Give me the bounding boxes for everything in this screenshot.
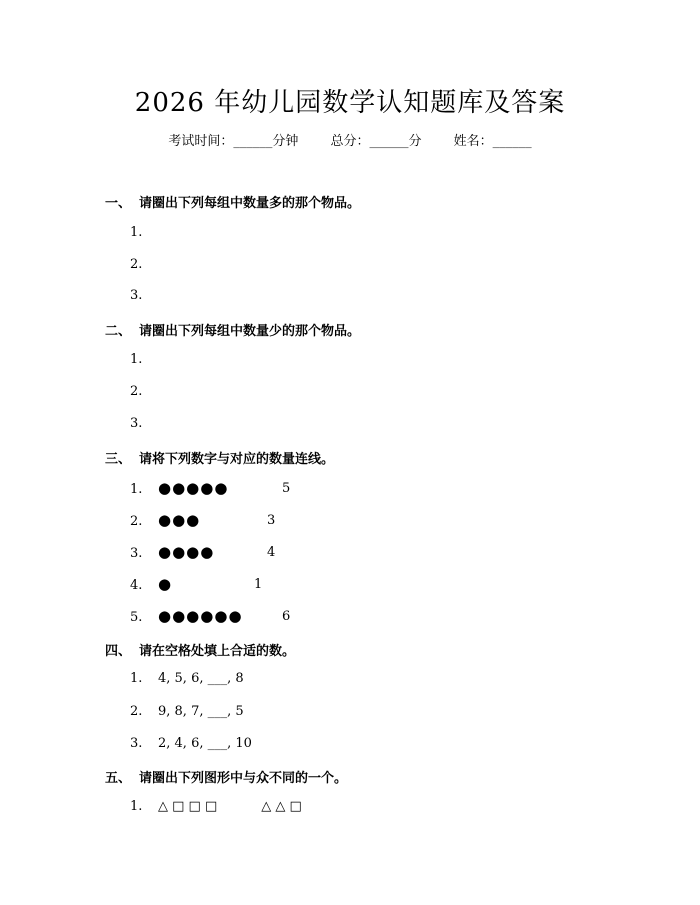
section-instruction: 请将下列数字与对应的数量连线。	[139, 452, 335, 467]
match-item: 4. ●	[130, 575, 173, 593]
question-item: 2.	[130, 384, 143, 399]
question-item: 1.	[130, 225, 143, 240]
match-item: 2. ●●●	[130, 511, 201, 529]
exam-time: 考试时间：______分钟	[168, 134, 299, 149]
dot-group: ●●●	[158, 511, 201, 529]
question-item: 2.	[130, 257, 143, 272]
section-number: 二、	[105, 324, 132, 339]
section-instruction: 请圈出下列每组中数量多的那个物品。	[139, 196, 361, 211]
question-item: 1.	[130, 352, 143, 367]
section-1-heading	[105, 192, 360, 211]
section-instruction: 请圈出下列图形中与众不同的一个。	[139, 771, 348, 786]
match-item: 3. ●●●●	[130, 543, 215, 561]
section-5-heading	[105, 767, 347, 786]
section-instruction: 请圈出下列每组中数量少的那个物品。	[139, 324, 361, 339]
exam-meta	[0, 130, 700, 149]
section-4-heading	[105, 640, 295, 659]
match-item: 1. ●●●●●	[130, 479, 229, 497]
sequence-item: 1. 4, 5, 6, ___, 8	[130, 671, 244, 686]
number-sequence: 9, 8, 7, ___, 5	[158, 704, 244, 719]
student-name: 姓名：______	[453, 134, 532, 149]
total-score: 总分：______分	[330, 134, 422, 149]
section-2-heading	[105, 320, 360, 339]
match-number: 3	[267, 513, 276, 528]
question-item: 3.	[130, 416, 143, 431]
dot-group: ●●●●●	[158, 479, 229, 497]
match-number: 6	[282, 609, 291, 624]
shape-group-1: △ □ □ □	[158, 799, 218, 814]
shape-item: 1. △ □ □ □ △ △ □	[130, 799, 302, 814]
number-sequence: 2, 4, 6, ___, 10	[158, 736, 252, 751]
section-number: 三、	[105, 452, 132, 467]
section-instruction: 请在空格处填上合适的数。	[139, 644, 296, 659]
section-number: 五、	[105, 771, 132, 786]
number-sequence: 4, 5, 6, ___, 8	[158, 671, 244, 686]
dot-group: ●●●●●●	[158, 607, 243, 625]
match-number: 5	[282, 481, 291, 496]
sequence-item: 2. 9, 8, 7, ___, 5	[130, 704, 244, 719]
dot-group: ●●●●	[158, 543, 215, 561]
match-number: 1	[254, 577, 263, 592]
dot-group: ●	[158, 575, 173, 593]
match-item: 5. ●●●●●●	[130, 607, 243, 625]
page-title: 2026 年幼儿园数学认知题库及答案	[134, 88, 566, 118]
shape-group-2: △ △ □	[261, 799, 302, 814]
sequence-item: 3. 2, 4, 6, ___, 10	[130, 736, 252, 751]
section-3-heading	[105, 448, 334, 467]
match-number: 4	[267, 545, 276, 560]
question-item: 3.	[130, 288, 143, 303]
section-number: 一、	[105, 196, 132, 211]
section-number: 四、	[105, 644, 132, 659]
